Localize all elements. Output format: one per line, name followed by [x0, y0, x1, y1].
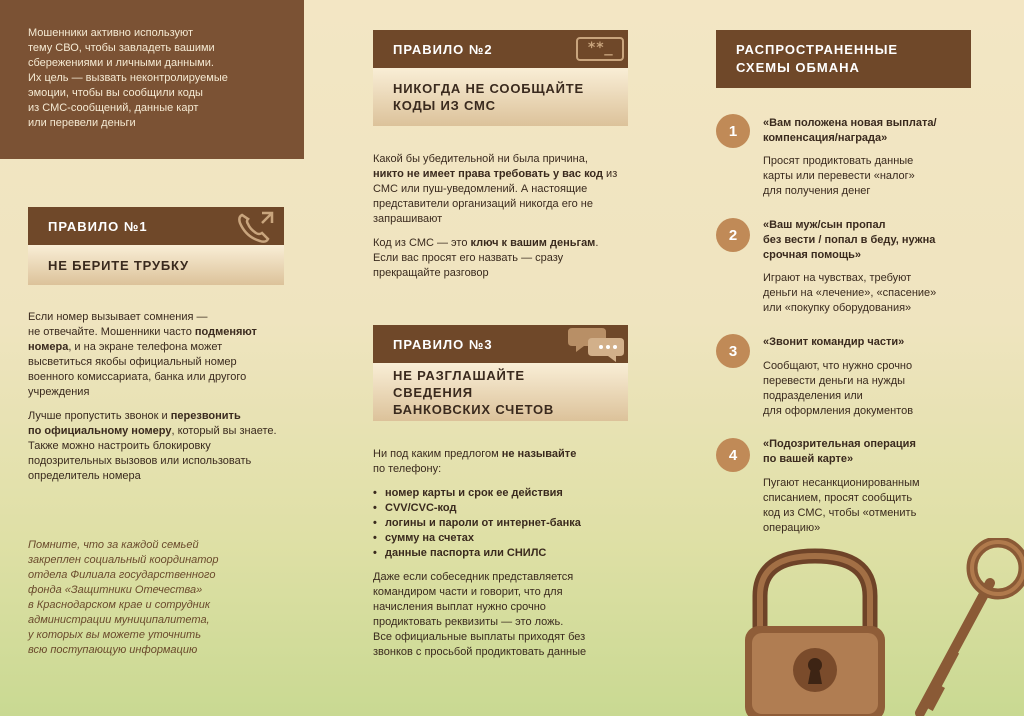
list-item: • логины и пароли от интернет-банка — [373, 516, 643, 531]
rule1-title: НЕ БЕРИТЕ ТРУБКУ — [28, 245, 284, 285]
phone-icon — [236, 209, 280, 243]
list-item: • сумму на счетах — [373, 531, 643, 546]
rule3-label: ПРАВИЛО №3 — [373, 325, 628, 363]
rule1-paragraph-2: Лучше пропустить звонок и перезвонить по официальному номеру, который вы знаете. Также можно настроить блокировку подозрительных вызовов или использовать определитель номера — [28, 410, 277, 482]
list-item: • CVV/CVC-код — [373, 501, 643, 516]
scheme-title-1: «Вам положена новая выплата/ компенсация/награда» — [763, 117, 937, 144]
password-icon: **_ — [576, 37, 624, 61]
scheme-number-1: 1 — [716, 114, 750, 148]
scheme-title-2: «Ваш муж/сын пропал без вести / попал в беду, нужна срочная помощь» — [763, 219, 936, 261]
rule3-paragraph-1: Ни под каким предлогом не называйте по телефону: — [373, 448, 577, 475]
schemes-title: РАСПРОСТРАНЕННЫЕ СХЕМЫ ОБМАНА — [716, 30, 971, 88]
rule3-body — [373, 447, 643, 660]
scheme-desc-3: Сообщают, что нужно срочно перевести деньги на нужды подразделения или для оформления документов — [763, 360, 914, 417]
list-item: • номер карты и срок ее действия — [373, 486, 643, 501]
rule2-paragraph-1: Какой бы убедительной ни была причина, никто не имеет права требовать у вас код из СМС или пуш-уведомлений. А настоящие представители организаций никогда его не запрашивают — [373, 153, 618, 225]
chat-bubbles-icon — [568, 322, 626, 364]
scheme-number-3: 3 — [716, 334, 750, 368]
scheme-title-4: «Подозрительная операция по вашей карте» — [763, 438, 916, 465]
rule1-label: ПРАВИЛО №1 — [28, 207, 284, 245]
scheme-title-3: «Звонит командир части» — [763, 336, 905, 348]
scheme-number-2: 2 — [716, 218, 750, 252]
rule3-title: НЕ РАЗГЛАШАЙТЕ СВЕДЕНИЯ БАНКОВСКИХ СЧЕТОВ — [373, 363, 628, 421]
rule2-paragraph-2: Код из СМС — это ключ к вашим деньгам. Если вас просят его назвать — сразу прекращайте разговор — [373, 237, 599, 279]
scheme-desc-1: Просят продиктовать данные карты или перевести «налог» для получения денег — [763, 155, 915, 197]
rule2-title: НИКОГДА НЕ СООБЩАЙТЕ КОДЫ ИЗ СМС — [373, 68, 628, 126]
scheme-desc-2: Играют на чувствах, требуют деньги на «лечение», «спасение» или «покупку оборудования» — [763, 272, 937, 314]
rule2-body — [373, 152, 643, 281]
scheme-desc-4: Пугают несанкционированным списанием, просят сообщить код из СМС, чтобы «отменить операцию» — [763, 477, 920, 534]
rule3-list — [373, 486, 643, 561]
intro-block — [0, 0, 304, 159]
lock-and-key-icon — [740, 538, 1024, 716]
rule2-label: ПРАВИЛО №2 — [373, 30, 628, 68]
rule3-paragraph-2: Даже если собеседник представляется командиром части и говорит, что для начисления выплат нужно срочно продиктовать реквизиты — это ложь. Все официальные выплаты приходят без звонков с просьбой продиктовать данные — [373, 571, 587, 658]
scheme-number-4: 4 — [716, 438, 750, 472]
rule1-paragraph-1: Если номер вызывает сомнения — не отвечайте. Мошенники часто подменяют номера, и на экране телефона может высветиться якобы официальный номер военного комиссариата, банка или другого учреждения — [28, 311, 257, 398]
coordinator-note: Помните, что за каждой семьей закреплен социальный координатор отдела Филиала государственного фонда «Защитники Отечества» в Краснодарском крае и сотрудник администрации муниципалитета, у которых вы можете уточнить всю поступающую информацию — [28, 539, 219, 656]
list-item: • данные паспорта или СНИЛС — [373, 546, 643, 561]
rule1-body — [28, 310, 298, 484]
intro-text: Мошенники активно используют тему СВО, чтобы завладеть вашими сбережениями и личными данными. Их цель — вызвать неконтролируемые эмоции, чтобы вы сообщили коды из СМС-сообщений, данные карт или перевели деньги — [28, 27, 228, 129]
